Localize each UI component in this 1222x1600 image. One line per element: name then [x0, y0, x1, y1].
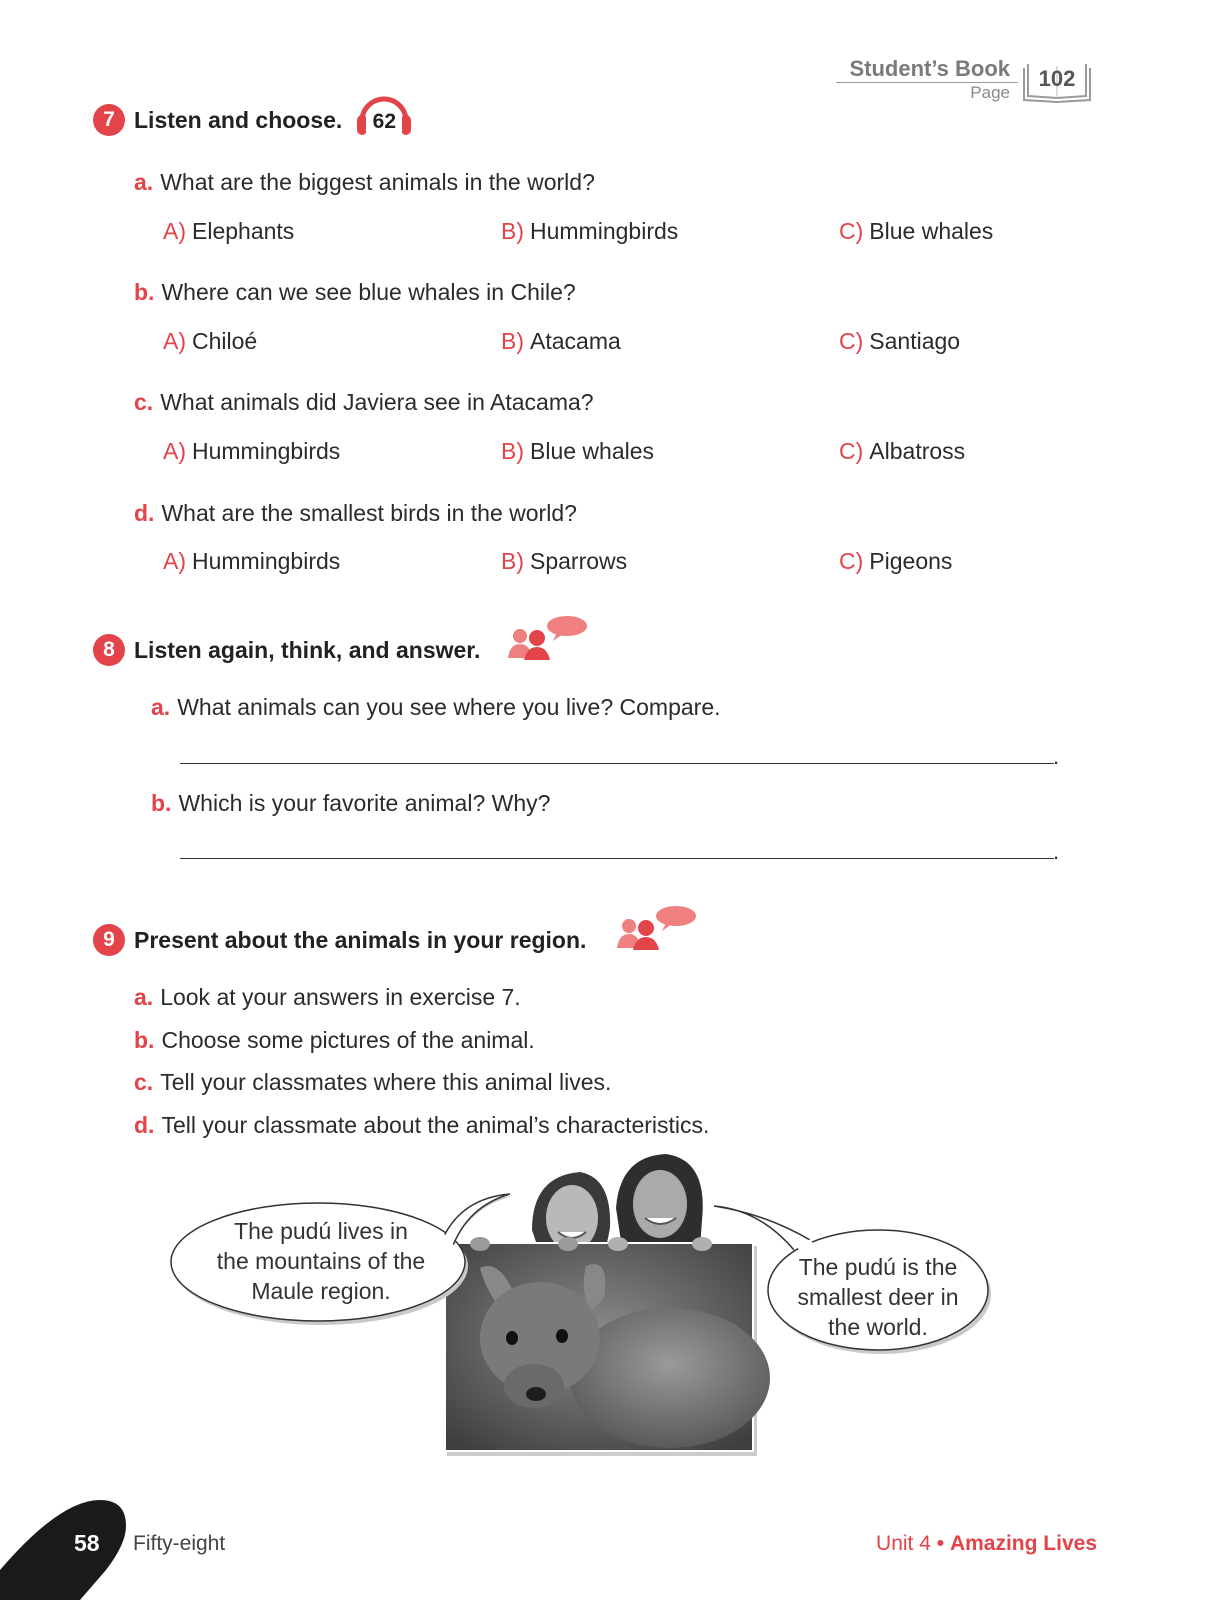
step-9c — [134, 1069, 611, 1096]
step-9b — [134, 1027, 535, 1054]
question-letter: a. — [151, 694, 171, 720]
exercise-number-badge: 8 — [93, 634, 125, 666]
pair-talk-icon — [507, 614, 589, 666]
students-book-page-number: 102 — [1038, 66, 1076, 91]
pair-talk-icon — [616, 904, 698, 956]
bubble-line: The pudú lives in — [234, 1218, 408, 1244]
page-corner-shape — [0, 1490, 130, 1600]
exercise-title: Listen again, think, and answer. — [134, 636, 481, 663]
option-letter: A) — [163, 328, 186, 354]
option-7b-b[interactable] — [501, 328, 621, 355]
step-letter: c. — [134, 1069, 154, 1095]
question-letter: b. — [151, 790, 172, 816]
answer-line-8b[interactable] — [180, 858, 1054, 859]
question-text: What animals can you see where you live? Compare. — [177, 694, 721, 720]
option-7b-a[interactable] — [163, 328, 257, 355]
option-text: Atacama — [530, 328, 621, 354]
option-letter: A) — [163, 218, 186, 244]
option-7d-b[interactable] — [501, 548, 627, 575]
students-book-reference — [836, 56, 1094, 106]
option-letter: C) — [839, 218, 864, 244]
exercise-title: Listen and choose. — [134, 106, 343, 133]
option-letter: C) — [839, 438, 864, 464]
question-8b — [151, 790, 550, 817]
exercise-8-heading — [93, 633, 480, 667]
students-book-title: Student’s Book — [849, 56, 1010, 81]
speech-bubble-left-text — [188, 1216, 454, 1306]
step-text: Look at your answers in exercise 7. — [160, 984, 521, 1010]
option-7c-c[interactable] — [839, 438, 965, 465]
option-text: Sparrows — [530, 548, 628, 574]
question-letter: c. — [134, 389, 154, 415]
option-7d-a[interactable] — [163, 548, 340, 575]
question-7a — [134, 169, 595, 196]
option-letter: B) — [501, 328, 524, 354]
option-text: Blue whales — [530, 438, 655, 464]
option-letter: C) — [839, 548, 864, 574]
option-text: Blue whales — [869, 218, 994, 244]
page-number-words: Fifty-eight — [133, 1532, 226, 1555]
step-text: Choose some pictures of the animal. — [161, 1027, 535, 1053]
page-number: 58 — [74, 1530, 100, 1556]
exercise-7-heading — [93, 103, 414, 137]
step-letter: b. — [134, 1027, 155, 1053]
question-text: What are the biggest animals in the world? — [160, 169, 595, 195]
exercise-9-heading — [93, 923, 586, 957]
option-text: Hummingbirds — [530, 218, 679, 244]
bubble-line: Maule region. — [251, 1278, 391, 1304]
option-letter: A) — [163, 548, 186, 574]
option-text: Chiloé — [192, 328, 258, 354]
option-7a-c[interactable] — [839, 218, 993, 245]
unit-title: Amazing Lives — [949, 1532, 1097, 1555]
unit-separator: • — [936, 1532, 945, 1555]
audio-track-icon[interactable] — [354, 91, 414, 141]
bubble-line: the world. — [828, 1314, 928, 1340]
unit-number: Unit 4 — [876, 1532, 931, 1555]
option-text: Hummingbirds — [192, 548, 341, 574]
option-letter: B) — [501, 548, 524, 574]
option-text: Elephants — [192, 218, 295, 244]
audio-track-number: 62 — [372, 110, 396, 133]
bubble-line: the mountains of the — [216, 1248, 426, 1274]
exercise-title: Present about the animals in your region. — [134, 926, 587, 953]
line-end-period: . — [1053, 744, 1060, 769]
option-text: Albatross — [869, 438, 966, 464]
option-text: Hummingbirds — [192, 438, 341, 464]
option-7c-a[interactable] — [163, 438, 340, 465]
step-letter: a. — [134, 984, 154, 1010]
step-9a — [134, 984, 521, 1011]
question-text: What are the smallest birds in the world? — [161, 500, 577, 526]
step-text: Tell your classmates where this animal lives. — [160, 1069, 612, 1095]
option-letter: B) — [501, 218, 524, 244]
line-end-period: . — [1053, 839, 1060, 864]
option-letter: B) — [501, 438, 524, 464]
exercise-number-badge: 9 — [93, 924, 125, 956]
option-7b-c[interactable] — [839, 328, 960, 355]
option-7a-b[interactable] — [501, 218, 678, 245]
question-text: What animals did Javiera see in Atacama? — [160, 389, 594, 415]
step-text: Tell your classmate about the animal’s characteristics. — [161, 1112, 710, 1138]
question-7d — [134, 500, 577, 527]
students-book-subtitle: Page — [970, 83, 1010, 102]
option-letter: C) — [839, 328, 864, 354]
option-7c-b[interactable] — [501, 438, 654, 465]
question-letter: a. — [134, 169, 154, 195]
exercise-number-badge: 7 — [93, 104, 125, 136]
bubble-line: smallest deer in — [797, 1284, 959, 1310]
option-7d-c[interactable] — [839, 548, 952, 575]
question-8a — [151, 694, 721, 721]
step-9d — [134, 1112, 709, 1139]
speech-bubble-right-text — [778, 1252, 978, 1342]
question-letter: b. — [134, 279, 155, 305]
option-letter: A) — [163, 438, 186, 464]
option-text: Pigeons — [869, 548, 953, 574]
option-text: Santiago — [869, 328, 961, 354]
question-letter: d. — [134, 500, 155, 526]
bubble-line: The pudú is the — [798, 1254, 958, 1280]
step-letter: d. — [134, 1112, 155, 1138]
question-text: Which is your favorite animal? Why? — [178, 790, 551, 816]
unit-label — [876, 1532, 1097, 1556]
question-text: Where can we see blue whales in Chile? — [161, 279, 576, 305]
question-7b — [134, 279, 576, 306]
option-7a-a[interactable] — [163, 218, 294, 245]
question-7c — [134, 389, 594, 416]
answer-line-8a[interactable] — [180, 763, 1054, 764]
